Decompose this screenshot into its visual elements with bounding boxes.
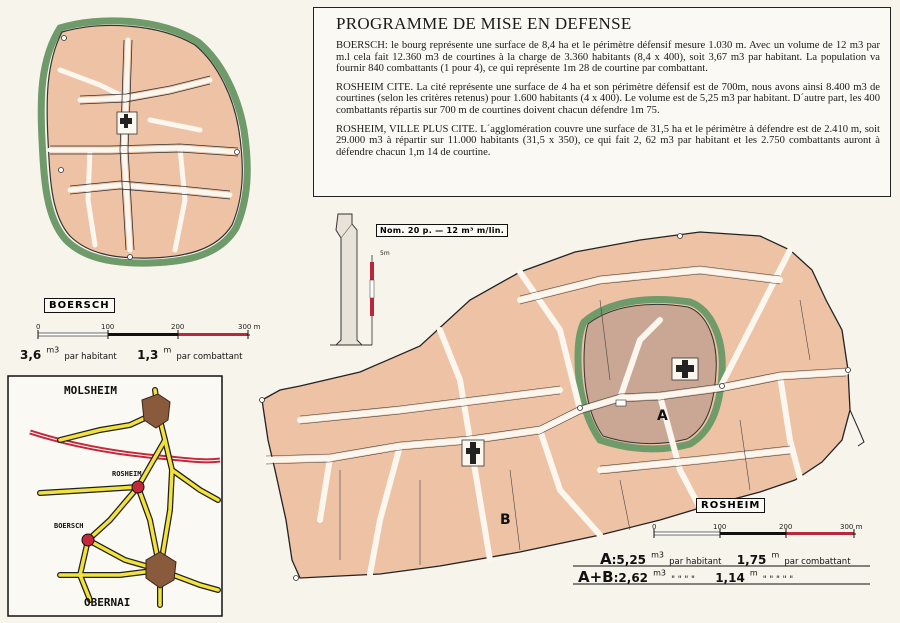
ratio-ab-comb-unit: m xyxy=(749,568,758,578)
ratio-ab-ditto2: " " " " " xyxy=(762,575,794,585)
ratio-ab-comb-value: 1,14 xyxy=(715,571,745,585)
zone-a-label: A xyxy=(657,408,668,424)
ratio-a-combattant: par combattant xyxy=(784,557,851,567)
paragraph-boersch: BOERSCH: le bourg représente une surface de 8,4 ha et le périmètre défensif mesure 1.030 m. Avec un volume de 12 m3 par m.l cela fait 12.360 m3 de courtines à la charge de 3.360 habitants (8,4 x 400), soit 3,67 m3 par habitant. La population va fournir 840 combattants (1 pour 4), ce qui représente 1m 28 de courtine par combattant. xyxy=(336,40,880,75)
boersch-habitant-text: par habitant xyxy=(64,352,117,362)
boersch-scale-tick-300: 300 m xyxy=(238,323,261,331)
wall-height-label: 5m xyxy=(380,250,390,257)
ratio-a-habitant: par habitant xyxy=(669,557,722,567)
wall-section-label: Nom. 20 p. — 12 m³ m/lin. xyxy=(376,224,508,237)
boersch-scale-tick-100: 100 xyxy=(101,323,115,331)
rosheim-scale-tick-300: 300 m xyxy=(840,523,863,531)
rosheim-ratio-line-ab xyxy=(578,567,793,586)
rosheim-scale-tick-100: 100 xyxy=(713,523,727,531)
town-label-rosheim: ROSHEIM xyxy=(112,470,142,478)
boersch-combattant-value: 1,3 xyxy=(137,348,159,362)
boersch-unit: m3 xyxy=(46,345,60,355)
rosheim-ratio-line-a xyxy=(600,549,851,568)
zone-b-label: B xyxy=(500,512,511,528)
boersch-ratio-line xyxy=(20,344,243,363)
ratio-a-comb-value: 1,75 xyxy=(736,553,767,567)
boersch-scale-tick-200: 200 xyxy=(171,323,185,331)
boersch-scale-bar xyxy=(38,330,250,339)
ratio-a-value: :5,25 xyxy=(611,553,647,567)
paragraph-rosheim-ville: ROSHEIM, VILLE PLUS CITE. L´agglomération couvre une surface de 31,5 ha et le périmètre à défendre est de 2.410 m, soit 29.000 m3 à répartir sur 11.000 habitants (31,5 x 350), ce qui fait 2, 62 m3 par habitant et les 2.750 combattants auront à défendre chacun 1,m 14 de courtine. xyxy=(336,123,880,158)
ratio-ab-value: :2,62 xyxy=(613,571,649,585)
boersch-combattant-text: par combattant xyxy=(176,352,243,362)
defense-programme-text xyxy=(313,7,891,197)
town-label-obernai: OBERNAI xyxy=(84,596,131,609)
rosheim-label: ROSHEIM xyxy=(696,498,765,513)
boersch-habitant-value: 3,6 xyxy=(20,348,42,362)
ratio-a-comb-unit: m xyxy=(771,550,780,560)
boersch-town-plan xyxy=(41,21,247,263)
ratio-a-prefix: A xyxy=(600,550,612,568)
regional-map xyxy=(8,376,222,616)
town-label-molsheim: MOLSHEIM xyxy=(64,384,117,397)
rosheim-scale-tick-200: 200 xyxy=(779,523,793,531)
wall-section-drawing xyxy=(330,214,374,345)
rosheim-scale-tick-0: 0 xyxy=(652,523,657,531)
ratio-a-unit: m3 xyxy=(651,550,664,560)
boersch-label: BOERSCH xyxy=(44,298,115,313)
ratio-ab-prefix: A+B xyxy=(578,568,614,586)
boersch-scale-tick-0: 0 xyxy=(36,323,41,331)
page-title: PROGRAMME DE MISE EN DEFENSE xyxy=(336,14,632,33)
ratio-ab-ditto: " " " " xyxy=(671,575,695,585)
town-label-boersch: BOERSCH xyxy=(54,522,84,530)
boersch-combattant-unit: m xyxy=(163,345,172,355)
paragraph-rosheim-cite: ROSHEIM CITE. La cité représente une surface de 4 ha et son périmètre défensif est de 700m, nous avons ainsi 8.400 m3 de courtines (selon les critères retenus) pour 1.600 habitants (4 x 400). Le volume est de 5,25 m3 par habitant. D´autre part, les 400 combattants répartis sur 700 m de courtines doivent chacun défendre 1m 75. xyxy=(336,81,880,116)
ratio-ab-unit: m3 xyxy=(653,568,667,578)
